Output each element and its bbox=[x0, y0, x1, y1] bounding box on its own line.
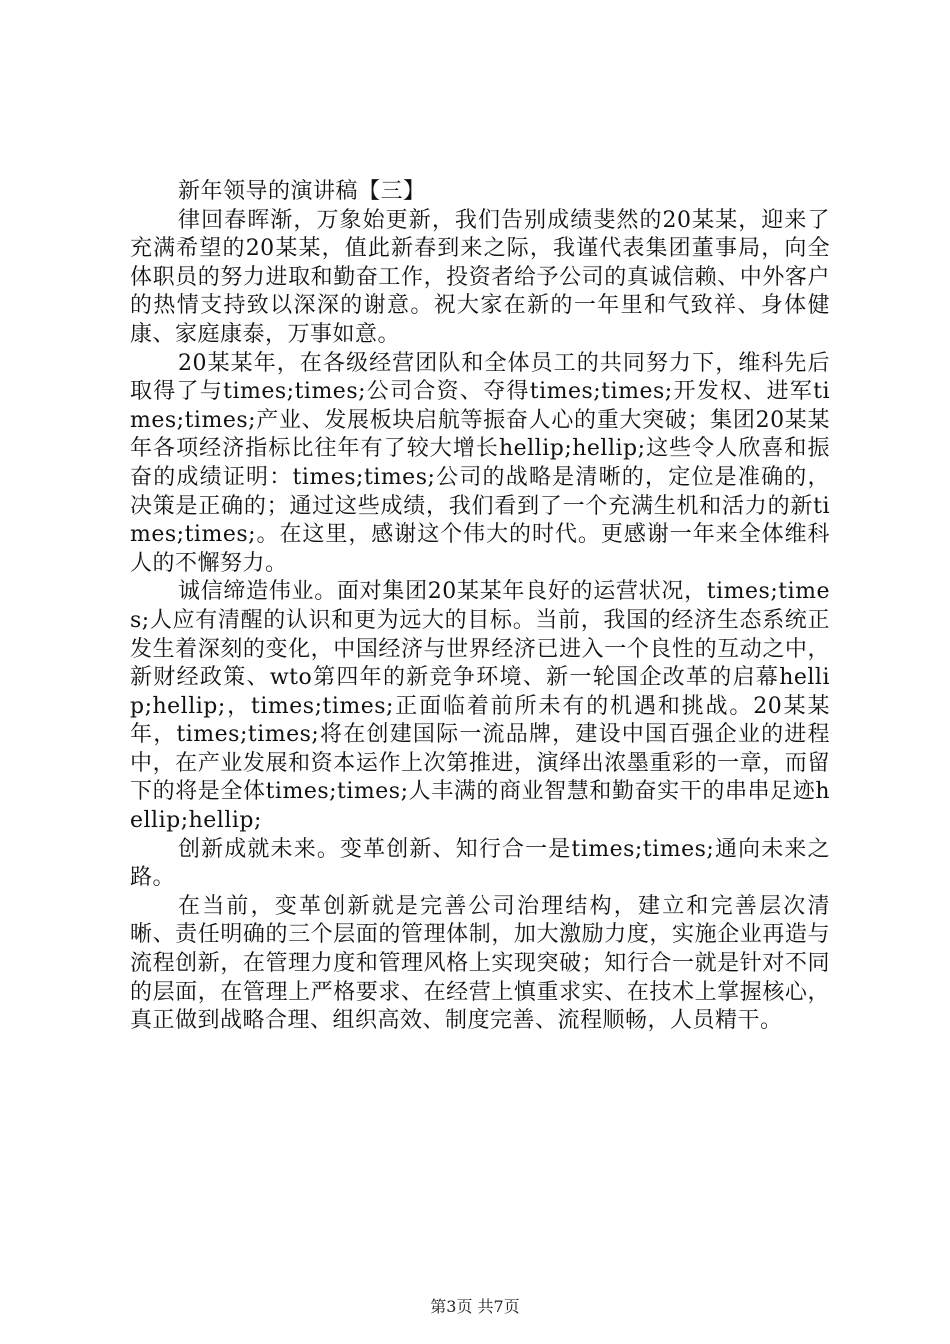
paragraph: 20某某年，在各级经营团队和全体员工的共同努力下，维科先后取得了与times;times;公司合资、夺得times;times;开发权、进军times;times;产业、发展板块启航等振奋人心的重大突破；集团20某某年各项经济指标比往年有了较大增长hellip;hellip;这些令人欣喜和振奋的成绩证明：times;times;公司的战略是清晰的，定位是准确的，决策是正确的；通过这些成绩，我们看到了一个充满生机和活力的新times;times;。在这里，感谢这个伟大的时代。更感谢一年来全体维科人的不懈努力。 bbox=[130, 350, 830, 576]
paragraph: 在当前，变革创新就是完善公司治理结构，建立和完善层次清晰、责任明确的三个层面的管理体制，加大激励力度，实施企业再造与流程创新，在管理力度和管理风格上实现突破；知行合一就是针对不同的层面，在管理上严格要求、在经营上慎重求实、在技术上掌握核心，真正做到战略合理、组织高效、制度完善、流程顺畅，人员精干。 bbox=[130, 893, 830, 1034]
paragraph: 创新成就未来。变革创新、知行合一是times;times;通向未来之路。 bbox=[130, 836, 830, 891]
document-title: 新年领导的演讲稿【三】 bbox=[178, 179, 426, 204]
page-number-footer: 第3页 共7页 bbox=[430, 1297, 520, 1316]
paragraph: 诚信缔造伟业。面对集团20某某年良好的运营状况，times;times;人应有清醒的认识和更为远大的目标。当前，我国的经济生态系统正发生着深刻的变化，中国经济与世界经济已进入一个良性的互动之中，新财经政策、wto第四年的新竞争环境、新一轮国企改革的启幕hellip;hellip;，times;times;正面临着前所未有的机遇和挑战。20某某年，times;times;将在创建国际一流品牌，建设中国百强企业的进程中，在产业发展和资本运作上次第推进，演绎出浓墨重彩的一章，而留下的将是全体times;times;人丰满的商业智慧和勤奋实干的串串足迹hellip;hellip; bbox=[130, 579, 830, 834]
paragraph: 律回春晖渐，万象始更新，我们告别成绩斐然的20某某，迎来了充满希望的20某某，值此新春到来之际，我谨代表集团董事局，向全体职员的努力进取和勤奋工作，投资者给予公司的真诚信赖、中外客户的热情支持致以深深的谢意。祝大家在新的一年里和气致祥、身体健康、家庭康泰，万事如意。 bbox=[130, 207, 830, 347]
document-body bbox=[130, 178, 830, 1036]
